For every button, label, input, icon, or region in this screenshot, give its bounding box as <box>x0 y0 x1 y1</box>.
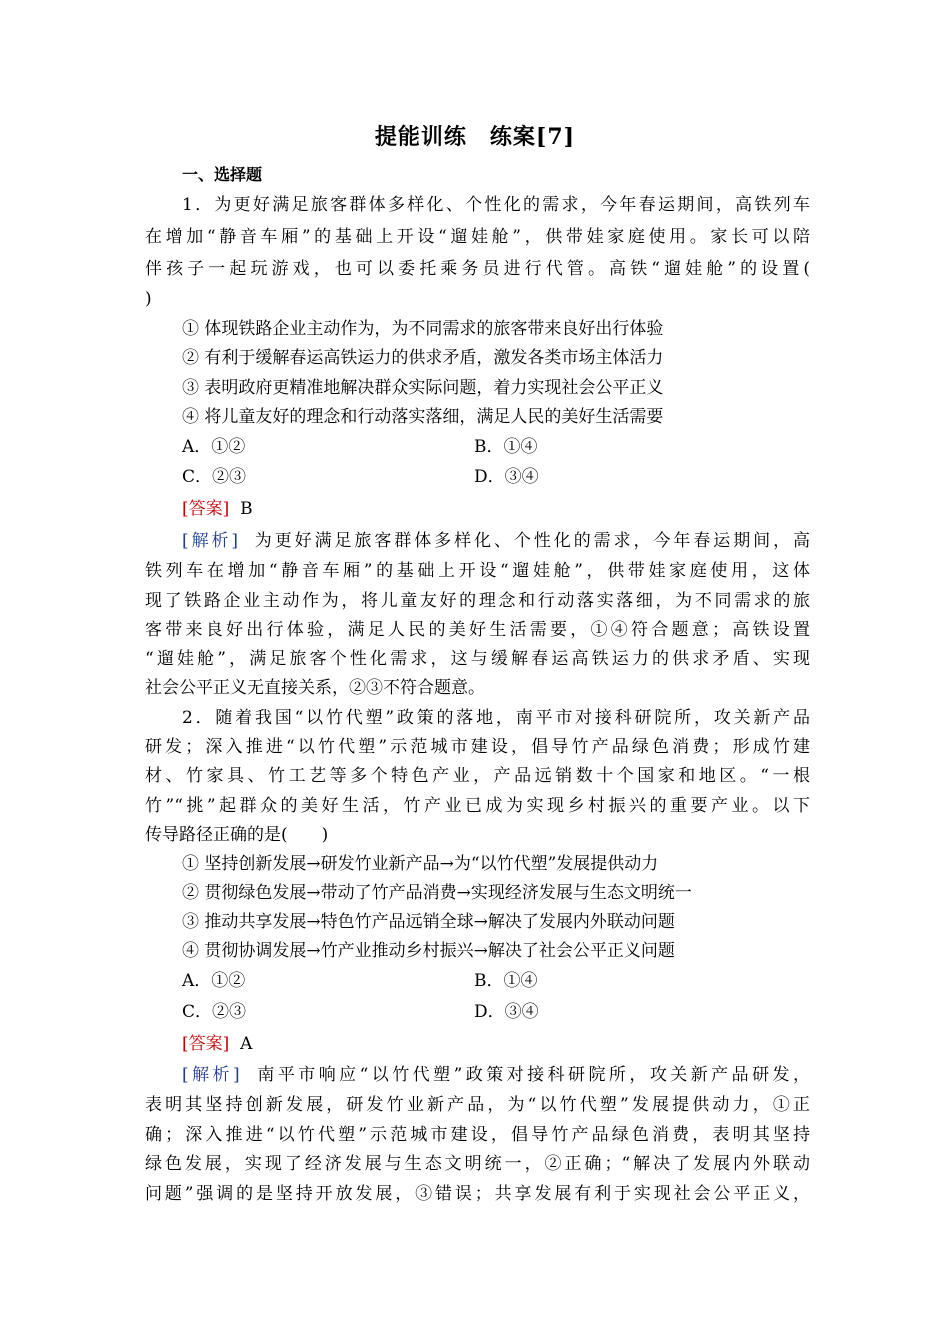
analysis-text: 为更好满足旅客群体多样化、个性化的需求，今年春运期间，高 <box>254 531 811 551</box>
answer-value: A <box>240 1034 253 1054</box>
q1-analysis-line: “遛娃舱”，满足旅客个性化需求，这与缓解春运高铁运力的供求矛盾、实现 <box>145 649 810 669</box>
analysis-tag: [解析] <box>182 1065 240 1085</box>
q2-stem-line: 2．随着我国“以竹代塑”政策的落地，南平市对接科研院所，攻关新产品 <box>182 708 810 728</box>
q1-stem-line: 在增加“静音车厢”的基础上开设“遛娃舱”，供带娃家庭使用。家长可以陪 <box>145 227 810 247</box>
q1-stem-line: 1．为更好满足旅客群体多样化、个性化的需求，今年春运期间，高铁列车 <box>182 195 810 215</box>
analysis-tag: [解析] <box>182 531 239 551</box>
q2-stem-line: 传导路径正确的是( ) <box>145 825 329 845</box>
q2-option-a: A．①② <box>182 971 246 991</box>
q1-stem-line: 伴孩子一起玩游戏，也可以委托乘务员进行代管。高铁“遛娃舱”的设置( <box>145 259 810 279</box>
q2-analysis-line: 问题”强调的是坚持开放发展，③错误；共享发展有利于实现社会公平正义， <box>145 1184 810 1204</box>
q1-option-b: B．①④ <box>474 437 538 457</box>
q1-analysis-line: 社会公平正义无直接关系，②③不符合题意。 <box>145 678 485 698</box>
q1-option-a: A．①② <box>182 437 246 457</box>
q1-analysis-line: 现了铁路企业主动作为，将儿童友好的理念和行动落实落细，为不同需求的旅 <box>145 591 810 611</box>
q2-stem-line: 研发；深入推进“以竹代塑”示范城市建设，倡导竹产品绿色消费；形成竹建 <box>145 737 810 757</box>
q2-analysis-line: 确；深入推进“以竹代塑”示范城市建设，倡导竹产品绿色消费，表明其坚持 <box>145 1125 810 1145</box>
page-title: 提能训练 练案[7] <box>374 124 576 150</box>
q2-option-c: C．②③ <box>182 1002 247 1022</box>
q2-statement: ① 坚持创新发展→研发竹业新产品→为“以竹代塑”发展提供动力 <box>182 854 659 874</box>
q2-analysis-line: 绿色发展，实现了经济发展与生态文明统一，②正确；“解决了发展内外联动 <box>145 1154 810 1174</box>
q2-stem-line: 材、竹家具、竹工艺等多个特色产业，产品远销数十个国家和地区。“一根 <box>145 766 810 786</box>
q2-statement: ④ 贯彻协调发展→竹产业推动乡村振兴→解决了社会公平正义问题 <box>182 941 675 961</box>
q1-statement: ④ 将儿童友好的理念和行动落实落细，满足人民的美好生活需要 <box>182 407 664 427</box>
q2-analysis-line <box>182 1061 810 1090</box>
q2-statement: ② 贯彻绿色发展→带动了竹产品消费→实现经济发展与生态文明统一 <box>182 883 692 903</box>
q1-option-d: D．③④ <box>474 467 539 487</box>
q2-statement: ③ 推动共享发展→特色竹产品远销全球→解决了发展内外联动问题 <box>182 912 675 932</box>
q1-statement: ① 体现铁路企业主动作为，为不同需求的旅客带来良好出行体验 <box>182 319 664 339</box>
q2-option-d: D．③④ <box>474 1002 539 1022</box>
q1-option-c: C．②③ <box>182 467 247 487</box>
section-heading: 一、选择题 <box>182 165 263 184</box>
q2-answer <box>182 1030 810 1059</box>
q1-statement: ③ 表明政府更精准地解决群众实际问题，着力实现社会公平正义 <box>182 378 664 398</box>
analysis-text: 南平市响应“以竹代塑”政策对接科研院所，攻关新产品研发， <box>257 1065 811 1085</box>
q2-stem-line: 竹”“挑”起群众的美好生活，竹产业已成为实现乡村振兴的重要产业。以下 <box>145 796 810 816</box>
answer-tag: [答案] <box>182 499 230 519</box>
q1-statement: ② 有利于缓解春运高铁运力的供求矛盾，激发各类市场主体活力 <box>182 348 664 368</box>
q1-answer <box>182 495 810 524</box>
answer-tag: [答案] <box>182 1034 230 1054</box>
answer-value: B <box>240 499 253 519</box>
q1-analysis-line: 铁列车在增加“静音车厢”的基础上开设“遛娃舱”，供带娃家庭使用，这体 <box>145 561 810 581</box>
q1-analysis-line: 客带来良好出行体验，满足人民的美好生活需要，①④符合题意；高铁设置 <box>145 620 810 640</box>
q2-analysis-line: 表明其坚持创新发展，研发竹业新产品，为“以竹代塑”发展提供动力，①正 <box>145 1095 810 1115</box>
q1-analysis-line <box>182 527 810 556</box>
q1-stem-line: ) <box>145 289 152 309</box>
q2-option-b: B．①④ <box>474 971 538 991</box>
